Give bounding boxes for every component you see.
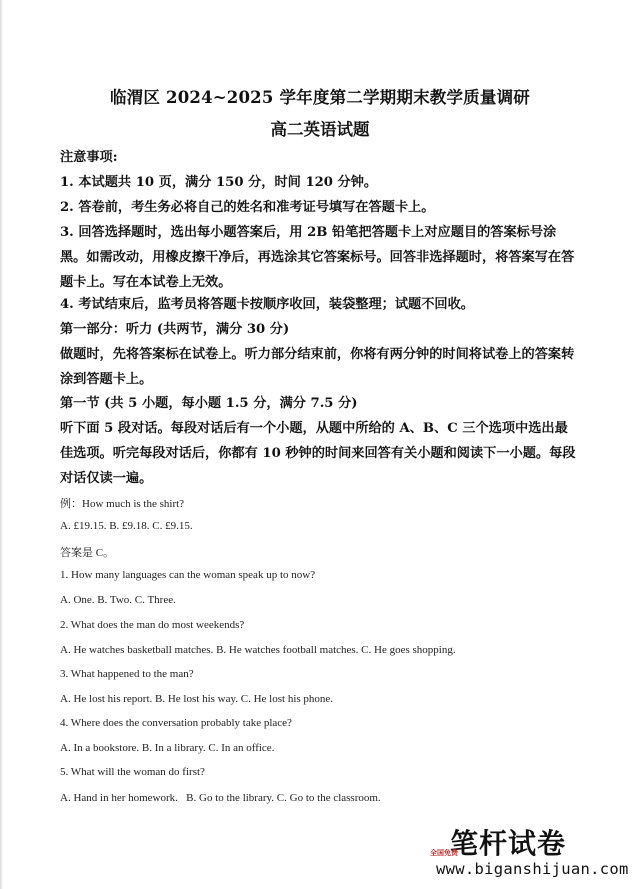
example-question: 例：How much is the shirt? bbox=[60, 498, 185, 510]
notice-item: 3. 回答选择题时，选出每小题答案后，用 2B 铅笔把答题卡上对应题目的答案标号涂黑。如需改动，用橡皮擦干净后，再选涂其它答案标号。回答非选择题时，将答案写在答题卡上。写在本试卷上无效。 bbox=[60, 225, 575, 290]
question-options: A. In a bookstore. B. In a library. C. In an office. bbox=[60, 742, 275, 754]
example-answer: 答案是 C。 bbox=[60, 547, 115, 559]
notice-item: 2. 答卷前，考生务必将自己的姓名和准考证号填写在答题卡上。 bbox=[60, 200, 435, 215]
exam-subject: 高二英语试题 bbox=[270, 120, 370, 139]
question-options: A. He lost his report. B. He lost his way. C. He lost his phone. bbox=[60, 693, 334, 705]
exam-title: 临渭区 2024~2025 学年度第二学期期末教学质量调研 bbox=[110, 88, 530, 107]
watermark-url: www.biganshijuan.com bbox=[436, 860, 629, 878]
site-watermark bbox=[428, 822, 629, 882]
question-text: 1. How many languages can the woman speak up to now? bbox=[60, 569, 316, 581]
part1-instructions: 做题时，先将答案标在试卷上。听力部分结束前，你将有两分钟的时间将试卷上的答案转涂到答题卡上。 bbox=[60, 347, 575, 387]
question-text: 4. Where does the conversation probably take place? bbox=[60, 717, 292, 729]
question-text: 5. What will the woman do first? bbox=[60, 766, 205, 778]
question-options: A. One. B. Two. C. Three. bbox=[60, 594, 176, 606]
part1-heading: 第一部分：听力 (共两节，满分 30 分) bbox=[60, 322, 290, 337]
section1-instructions: 听下面 5 段对话。每段对话后有一个小题，从题中所给的 A、B、C 三个选项中选出最佳选项。听完每段对话后，你都有 10 秒钟的时间来回答有关小题和阅读下一小题。每段对话仅读一遍。 bbox=[60, 421, 576, 486]
question-options: A. Hand in her homework. B. Go to the library. C. Go to the classroom. bbox=[60, 792, 381, 804]
notice-heading: 注意事项: bbox=[60, 150, 118, 165]
section1-heading: 第一节 (共 5 小题，每小题 1.5 分，满分 7.5 分) bbox=[60, 396, 358, 411]
page-edge-shadow bbox=[0, 0, 3, 889]
notice-item: 1. 本试题共 10 页，满分 150 分，时间 120 分钟。 bbox=[60, 175, 378, 190]
watermark-brand: 笔杆试卷 bbox=[450, 827, 567, 860]
question-text: 3. What happened to the man? bbox=[60, 668, 194, 680]
question-options: A. He watches basketball matches. B. He watches football matches. C. He goes shopping. bbox=[60, 644, 456, 656]
watermark-tag: 全国免费 bbox=[430, 849, 458, 857]
notice-item: 4. 考试结束后，监考员将答题卡按顺序收回，装袋整理；试题不回收。 bbox=[60, 297, 474, 312]
question-text: 2. What does the man do most weekends? bbox=[60, 619, 245, 631]
example-options: A. £19.15. B. £9.18. C. £9.15. bbox=[60, 520, 193, 532]
